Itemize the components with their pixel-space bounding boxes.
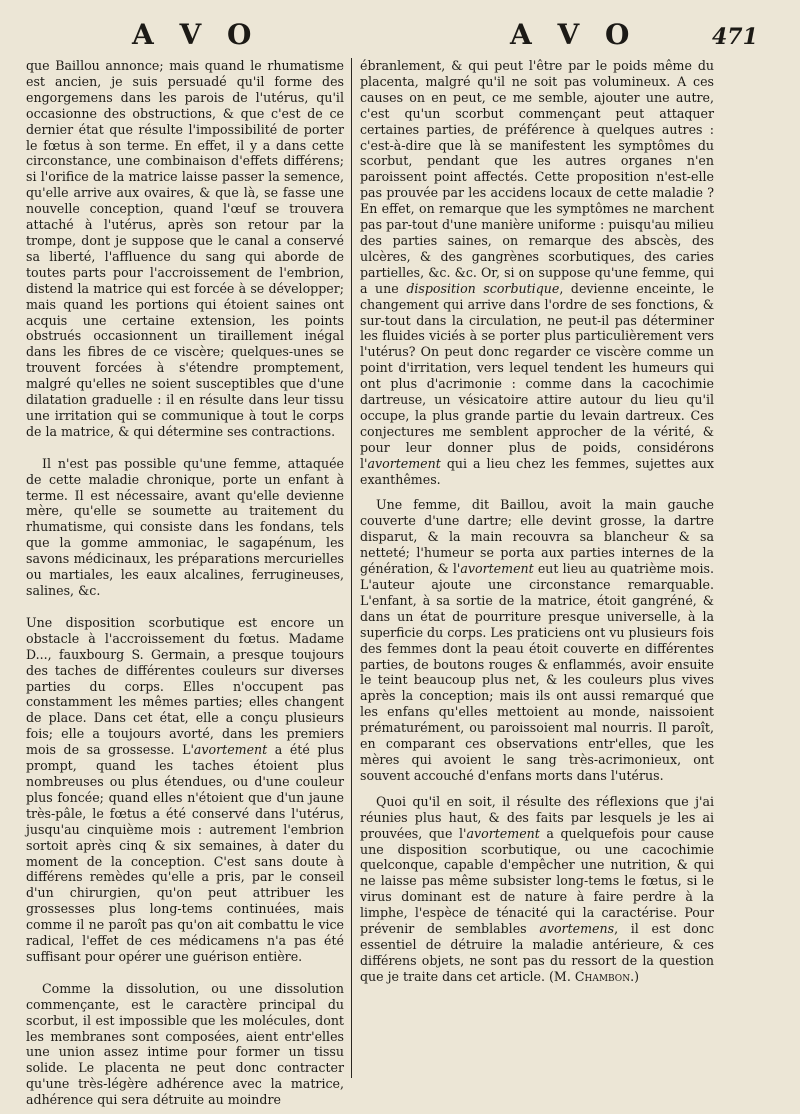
paragraph-placenta: ébranlement, & qui peut l'être par le poids même du placenta, malgré qu'il ne soit pas volumineux. A ces causes on en peut, ce me semble, ajouter une autre, c'est qu'un scorbut commençant peut attaquer certaines parties, de préférence à quelques autres : c'est-à-dire que là se manifestent les symptômes du scorbut, pendant que les autres organes n'en paroissent point affectés. Cette proposition n'est-elle pas prouvée par les accidens locaux de cette maladie ? En effet, on remarque que les symptômes ne marchent pas par-tout d'une manière uniforme : puisqu'au milieu des parties saines, on remarque des abscès, des ulcères, & des gangrènes scorbutiques, des caries partielles, &c. &c. Or, si on suppose qu'une femme, qui a une disposition scorbutique, devienne enceinte, le changement qui arrive dans l'ordre de ses fonctions, & sur-tout dans la circulation, ne peut-il pas déterminer les fluides viciés à se porter plus particulièrement vers l'utérus? On peut donc regarder ce viscère comme un point d'irritation, vers lequel tendent les humeurs qui ont plus d'acrimonie : comme dans la cacochimie dartreuse, un vésicatoire attire autour du lieu qu'il occupe, la plus grande partie du levain dartreux. Ces conjectures me semblent approcher de la vérité, & pour leur donner plus de poids, considérons l'avortement qui a lieu chez les femmes, sujettes aux exanthêmes. [360,58,714,487]
paragraph-scorbutic-case: Une disposition scorbutique est encore un obstacle à l'accroissement du fœtus. Madame D..., fauxbourg S. Germain, a presque toujours des taches de différentes couleurs sur diverses parties du corps. Elles n'occupent pas constamment les mêmes parties; elles changent de place. Dans cet état, elle a conçu plusieurs fois; elle a toujours avorté, dans les premiers mois de sa grossesse. L'avortement a été plus prompt, quand les taches étoient plus nombreuses ou plus étendues, ou d'une couleur plus foncée; quand elles n'étoient que d'un jaune très-pâle, le fœtus a été conservé dans l'utérus, jusqu'au cinquième mois : autrement l'embrion sortoit après cinq & six semaines, à dater du moment de la conception. C'est sans doute à différens remèdes qu'elle a pris, par le conseil d'un chirurgien, qu'on peut attribuer les grossesses plus long-tems continuées, mais comme il ne paroît pas qu'on ait combattu le vice radical, l'effet de ces médicamens n'a pas été suffisant pour opérer une guérison entière. [26,614,344,964]
paragraph-rheumatism: que Baillou annonce; mais quand le rhumatisme est ancien, je suis persuadé qu'il forme des engorgemens dans les parois de l'utérus, qu'il occasionne des obstructions, & que c'est de ce dernier état que résulte l'impossibilité de porter le fœtus à son terme. En effet, il y a dans cette circonstance, une combinaison d'effets différens; si l'orifice de la matrice laisse passer la semence, qu'elle arrive aux ovaires, & que là, se fasse une nouvelle conception, quand l'œuf se trouvera attaché à l'utérus, après son retour par la trompe, dont je suppose que le canal a conservé sa liberté, l'affluence du sang qui aborde de toutes parts pour l'accroissement de l'embrion, distend la matrice qui est forcée à se développer; mais quand les portions qui étoient saines ont acquis une certaine extension, les points obstrués occasionnent un tiraillement inégal dans les fibres de ce viscère; quelques-unes se trouvent forcées à s'étendre promptement, malgré qu'elles ne soient susceptibles que d'une dilatation graduelle : il en résulte dans leur tissu une irritation qui se communique à tout le corps de la matrice, & qui détermine ses contractions. [26,58,344,439]
header-right-title: A V O [510,18,638,51]
right-column [360,58,714,985]
author-signature: (M. Chambon.) [549,968,639,984]
paragraph-conclusion: Quoi qu'il en soit, il résulte des réflexions que j'ai réunies plus haut, & des faits par lesquels je les ai prouvées, que l'avortement a quelquefois pour cause une disposition scorbutique, ou une cacochimie quelconque, capable d'empêcher une nutrition, & qui ne laisse pas même subsister long-tems le fœtus, si le virus dominant est de nature à faire perdre à la limphe, l'espèce de ténacité qui la caractérise. Pour prévenir de semblables avortemens, il est donc essentiel de détruire la maladie antérieure, & ces différens objets, ne sont pas du ressort de la question que je traite dans cet article. (M. Chambon.) [360,793,714,984]
left-column [26,58,344,1108]
running-header [0,14,800,54]
paragraph-baillou-case: Une femme, dit Baillou, avoit la main gauche couverte d'une dartre; elle devint grosse, la dartre disparut, & la main recouvra sa blancheur & sa netteté; l'humeur se porta aux parties internes de la génération, & l'avortement eut lieu au quatrième mois. L'auteur ajoute une circonstance remarquable. L'enfant, à sa sortie de la matrice, étoit gangréné, & dans un état de pourriture presque universelle, à la superficie du corps. Les praticiens ont vu plusieurs fois des femmes dont la peau étoit couverte en différentes parties, de boutons rouges & enflammés, avoir ensuite le teint beaucoup plus net, & les couleurs plus vives après la conception; mais ils ont aussi remarqué que les enfans qu'elles mettoient au monde, naissoient prématurément, ou paroissoient mal nourris. Il paroît, en comparant ces observations entr'elles, que les mères qui avoient le sang très-acrimonieux, ont souvent accouché d'enfans morts dans l'utérus. [360,497,714,783]
header-left-title: A V O [132,18,260,51]
paragraph-treatment: Il n'est pas possible qu'une femme, attaquée de cette maladie chronique, porte un enfant à terme. Il est nécessaire, avant qu'elle devienne mère, qu'elle se soumette au traitement du rhumatisme, qui consiste dans les fondans, tels que la gomme ammoniac, le sagapénum, les savons médicinaux, les préparations mercurielles ou martiales, les eaux alcalines, ferrugineuses, salines, &c. [26,455,344,598]
column-divider [351,58,352,1078]
page-number: 471 [712,24,758,50]
paragraph-dissolution: Comme la dissolution, ou une dissolution commençante, est le caractère principal du scorbut, il est impossible que les molécules, dont les membranes sont composées, aient entr'elles une union assez intime pour former un tissu solide. Le placenta ne peut donc contracter qu'une très-légère adhérence avec la matrice, adhérence qui sera détruite au moindre [26,980,344,1108]
